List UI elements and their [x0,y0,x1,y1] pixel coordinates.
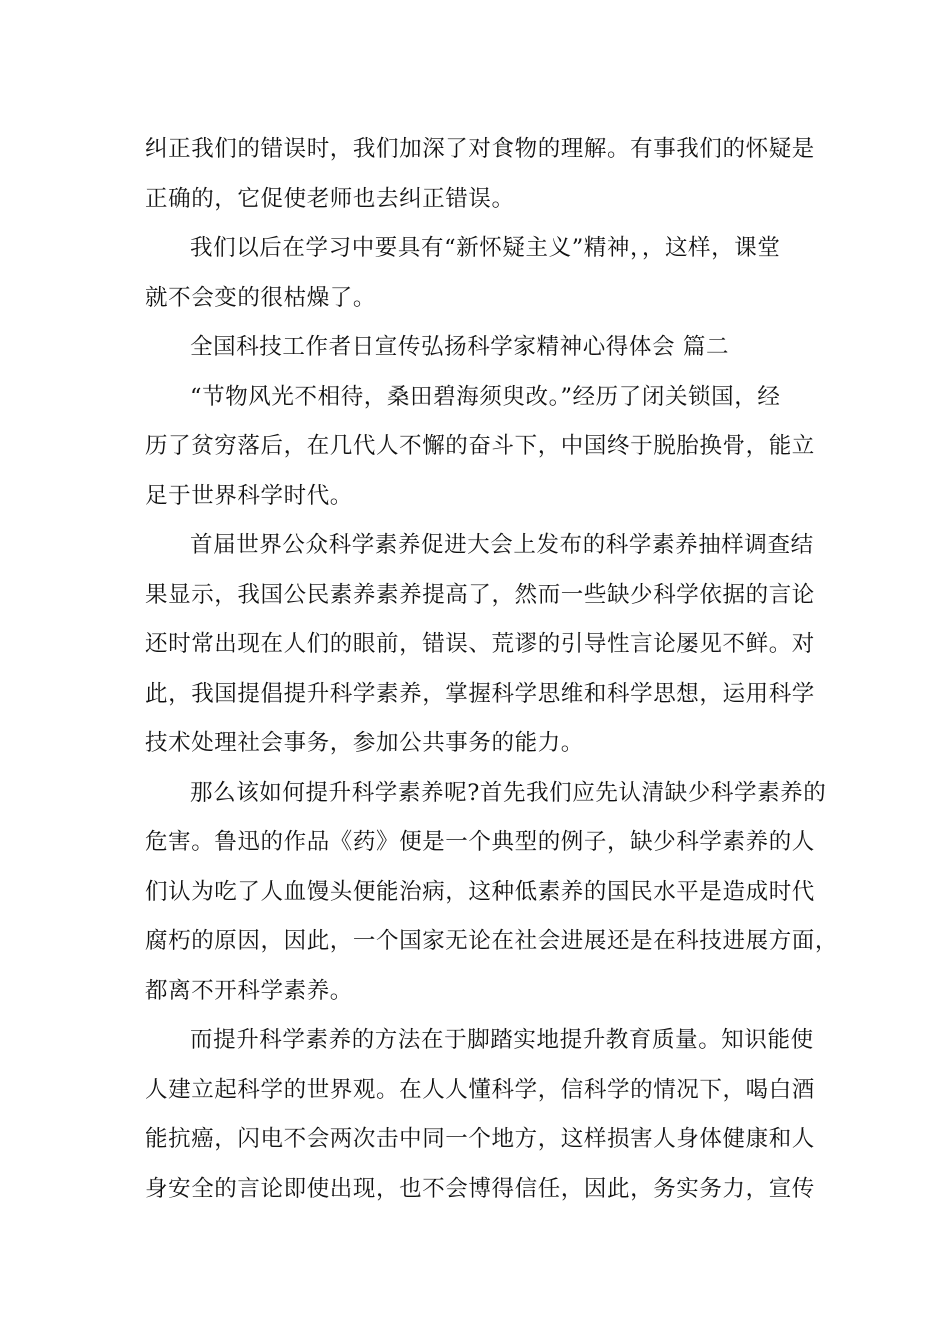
text-line: “节物风光不相待，桑田碧海须臾改。”经历了闭关锁国，经 [190,383,781,410]
document-body [145,125,839,1214]
text-line: 就不会变的很枯燥了。 [145,284,377,311]
text-line: 而提升科学素养的方法在于脚踏实地提升教育质量。知识能使 [190,1027,814,1053]
paragraph [145,769,839,1017]
text-line: 身安全的言论即使出现，也不会博得信任，因此，务实务力，宣传 [145,1175,815,1202]
paragraph [145,1016,825,1214]
paragraph [145,224,825,323]
text-line: 历了贫穷落后，在几代人不懈的奋斗下，中国终于脱胎换骨，能立 [145,433,815,459]
text-line: 首届世界公众科学素养促进大会上发布的科学素养抽样调查结 [190,532,814,558]
text-line: 危害。鲁迅的作品《药》便是一个典型的例子，缺少科学素养的人 [145,829,815,855]
section-heading [145,323,825,373]
text-line: 人建立起科学的世界观。在人人懂科学，信科学的情况下，喝白酒 [145,1076,815,1103]
text-line: 我们以后在学习中要具有“新怀疑主义”精神，，这样，课堂 [190,235,781,261]
text-line: 足于世界科学时代。 [145,482,353,509]
text-line: 能抗癌，闪电不会两次击中同一个地方，这样损害人身体健康和人 [145,1126,815,1152]
paragraph [145,521,825,769]
text-line: 此，我国提倡提升科学素养，掌握科学思维和科学思想，运用科学 [145,680,815,707]
text-line: 纠正我们的错误时，我们加深了对食物的理解。有事我们的怀疑是 [145,136,815,162]
text-line: 正确的，它促使老师也去纠正错误。 [145,185,515,212]
text-line: 都离不开科学素养。 [145,977,353,1004]
text-line: 那么该如何提升科学素养呢?首先我们应先认清缺少科学素养的 [190,779,827,806]
paragraph [145,125,825,224]
text-line: 果显示，我国公民素养素养提高了，然而一些缺少科学依据的言论 [145,581,815,608]
text-line: 们认为吃了人血馒头便能治病，这种低素养的国民水平是造成时代 [145,878,815,905]
text-line: 技术处理社会事务，参加公共事务的能力。 [145,730,584,756]
paragraph [145,373,825,522]
text-line: 腐朽的原因，因此，一个国家无论在社会进展还是在科技进展方面， [145,928,839,954]
text-line: 还时常出现在人们的眼前，错误、荒谬的引导性言论屡见不鲜。对 [145,631,815,657]
heading-text: 全国科技工作者日宣传弘扬科学家精神心得体会 篇二 [190,334,730,360]
